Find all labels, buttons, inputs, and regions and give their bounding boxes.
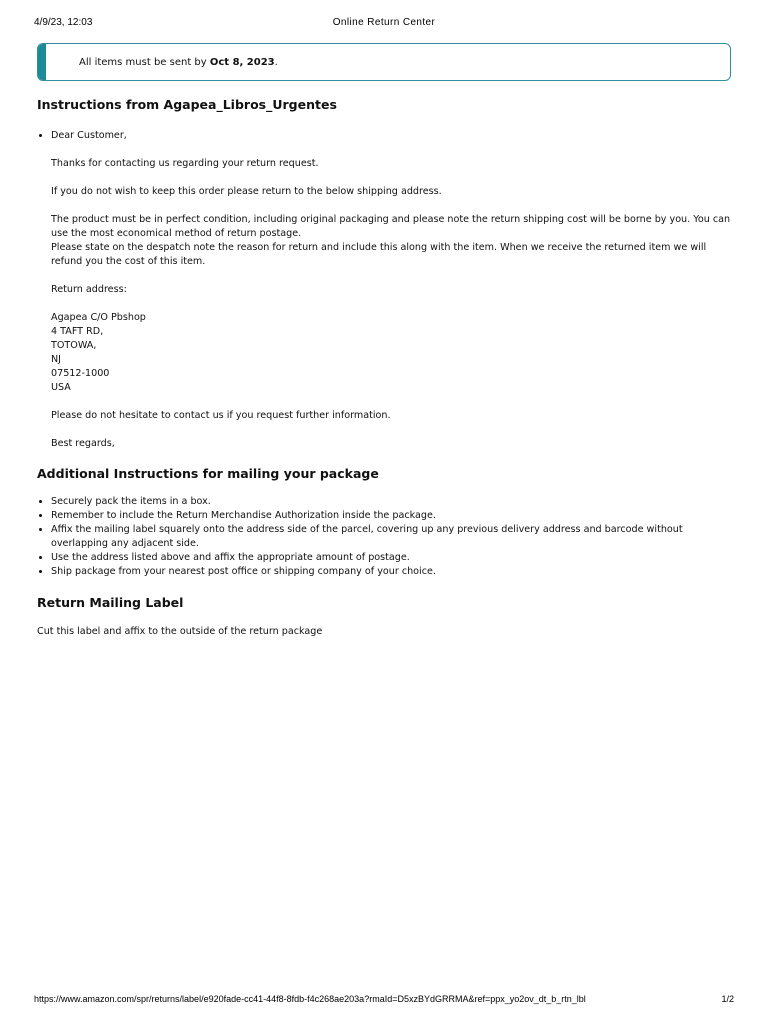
return-label-heading: Return Mailing Label <box>37 595 184 610</box>
print-title: Online Return Center <box>332 17 436 28</box>
return-address-label: Return address: <box>51 284 127 295</box>
address-line: 4 TAFT RD, <box>51 326 104 337</box>
alert-prefix: All items must be sent by <box>79 56 210 68</box>
address-line: Agapea C/O Pbshop <box>51 312 146 323</box>
ship-by-alert <box>37 43 731 81</box>
address-line: 07512-1000 <box>51 368 110 379</box>
address-line: NJ <box>51 354 62 365</box>
letter-line-5: Please do not hesitate to contact us if you request further information. <box>51 410 391 421</box>
seller-letter <box>51 129 731 451</box>
return-instructions-content <box>37 96 731 639</box>
list-item: • Ship package from your nearest post office or shipping company of your choice. <box>51 565 731 579</box>
address-line: USA <box>51 382 71 393</box>
seller-instructions-list <box>37 129 731 451</box>
print-datetime: 4/9/23, 12:03 <box>34 17 93 28</box>
letter-greeting: • Dear Customer, <box>51 130 127 141</box>
letter-line-4: Please state on the despatch note the reason for return and include this along with the item. When we receive the returned item we will refund you the cost of this item. <box>51 242 707 267</box>
list-item: • Affix the mailing label squarely onto the address side of the parcel, covering up any previous delivery address and barcode without overlapping any adjacent side. <box>51 523 731 551</box>
alert-accent-stripe <box>38 44 46 80</box>
address-line: TOTOWA, <box>51 340 97 351</box>
mailing-instructions-list <box>37 495 731 579</box>
letter-line-2: If you do not wish to keep this order please return to the below shipping address. <box>51 186 442 197</box>
alert-date: Oct 8, 2023 <box>209 56 275 68</box>
alert-message <box>79 57 278 68</box>
list-item: • Remember to include the Return Merchandise Authorization inside the package. <box>51 509 731 523</box>
list-item: • Use the address listed above and affix the appropriate amount of postage. <box>51 551 731 565</box>
print-page-number: 1/2 <box>721 994 734 1004</box>
seller-instructions-heading: Instructions from Agapea_Libros_Urgentes <box>37 97 337 112</box>
letter-line-1: Thanks for contacting us regarding your return request. <box>51 158 319 169</box>
letter-closing: Best regards, <box>51 438 115 449</box>
cut-label-instruction: Cut this label and affix to the outside of the return package <box>37 626 323 637</box>
letter-line-3: The product must be in perfect condition, including original packaging and please note the return shipping cost will be borne by you. You can use the most economical method of return postage. <box>51 214 731 239</box>
list-item: • Securely pack the items in a box. <box>51 495 731 509</box>
print-footer-url: https://www.amazon.com/spr/returns/label/e920fade-cc41-44f8-8fdb-f4c268ae203a?rmaId=D5xzBYdGRRMA&ref=ppx_yo2ov_dt_b_rtn_lbl <box>34 994 586 1004</box>
mailing-instructions-heading: Additional Instructions for mailing your package <box>37 466 379 481</box>
alert-suffix: . <box>274 56 278 68</box>
